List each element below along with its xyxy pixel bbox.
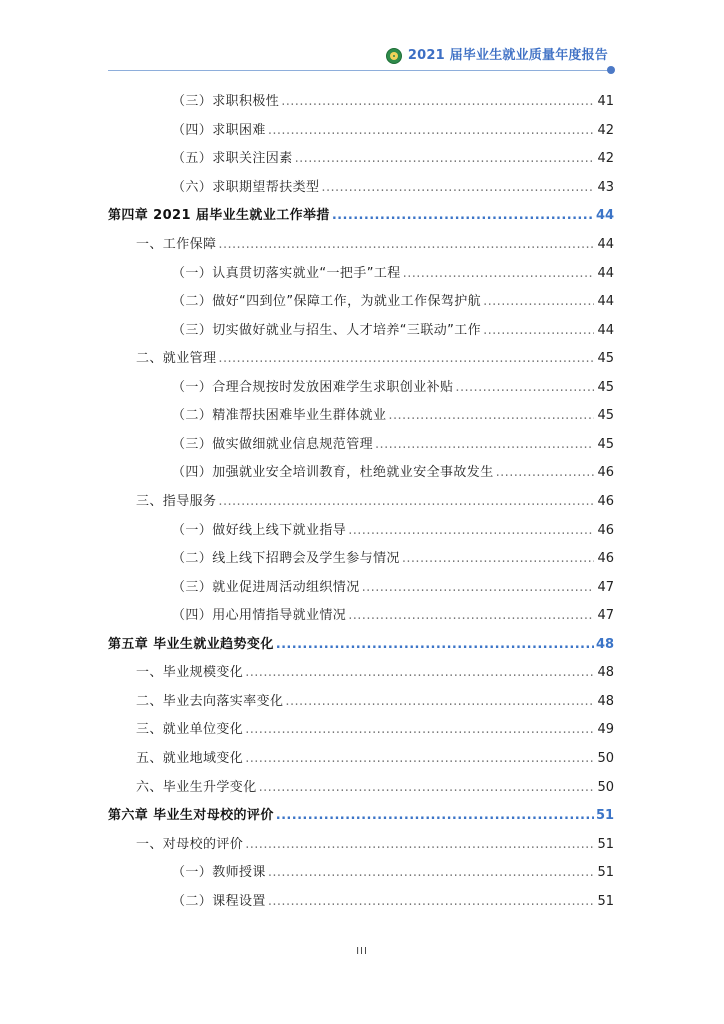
toc-entry-page: 42: [597, 151, 614, 166]
toc-leader-dots: [388, 406, 594, 426]
toc-leader-dots: [375, 435, 594, 455]
toc-entry-label: （二）做好“四到位”保障工作，为就业工作保驾护航: [172, 294, 482, 309]
toc-entry-page: 45: [597, 437, 614, 452]
toc-section[interactable]: [108, 720, 614, 740]
toc-entry-page: 44: [597, 294, 614, 309]
toc-section-label: 六、毕业生升学变化: [136, 780, 257, 795]
toc-entry-page: 51: [597, 865, 614, 880]
toc-entry[interactable]: [108, 149, 614, 169]
toc-entry-label: （三）做实做细就业信息规范管理: [172, 437, 374, 452]
toc-section[interactable]: [108, 835, 614, 855]
toc-section-label: 三、指导服务: [136, 494, 217, 509]
toc-chapter-4[interactable]: [108, 206, 614, 226]
toc-entry-page: 41: [597, 94, 614, 109]
toc-chapter-page: 51: [596, 808, 615, 823]
toc-entry-label: （一）合理合规按时发放困难学生求职创业补贴: [172, 380, 454, 395]
toc-entry[interactable]: [108, 378, 614, 398]
toc-entry-label: （一）认真贯切落实就业“一把手”工程: [172, 266, 401, 281]
toc-entry-label: （三）切实做好就业与招生、人才培养“三联动”工作: [172, 323, 482, 338]
toc-chapter-5[interactable]: [108, 635, 614, 655]
toc-entry-page: 47: [597, 580, 614, 595]
toc-chapter-label: 第五章 毕业生就业趋势变化: [108, 637, 274, 652]
toc-section-page: 44: [597, 237, 614, 252]
toc-leader-dots: [348, 606, 594, 626]
toc-section[interactable]: [108, 492, 614, 512]
toc-section-label: 二、就业管理: [136, 351, 217, 366]
toc-entry-label: （五）求职关注因素: [172, 151, 293, 166]
toc-section-label: 三、就业单位变化: [136, 722, 244, 737]
toc-entry-page: 44: [597, 323, 614, 338]
toc-chapter-page: 48: [596, 637, 615, 652]
toc-section[interactable]: [108, 663, 614, 683]
school-emblem-icon: [386, 48, 402, 64]
toc-section[interactable]: [108, 692, 614, 712]
toc-leader-dots: [321, 178, 594, 198]
toc-section-label: 一、对母校的评价: [136, 837, 244, 852]
toc-leader-dots: [245, 663, 594, 683]
toc-chapter-label: 第六章 毕业生对母校的评价: [108, 808, 274, 823]
toc-entry-label: （三）就业促进周活动组织情况: [172, 580, 360, 595]
header-divider: [108, 70, 614, 71]
toc-entry-label: （六）求职期望帮扶类型: [172, 180, 320, 195]
toc-chapter-page: 44: [596, 208, 615, 223]
toc-leader-dots: [276, 635, 594, 655]
toc-entry[interactable]: [108, 264, 614, 284]
toc-leader-dots: [332, 206, 594, 226]
toc-entry[interactable]: [108, 578, 614, 598]
toc-section[interactable]: [108, 778, 614, 798]
toc-leader-dots: [245, 720, 594, 740]
toc-section-label: 一、毕业规模变化: [136, 665, 244, 680]
toc-leader-dots: [245, 835, 594, 855]
toc-leader-dots: [402, 549, 594, 569]
toc-leader-dots: [455, 378, 594, 398]
toc-section-page: 46: [597, 494, 614, 509]
toc-entry-page: 44: [597, 266, 614, 281]
toc-entry-page: 42: [597, 123, 614, 138]
toc-section-page: 49: [597, 722, 614, 737]
toc-section-page: 45: [597, 351, 614, 366]
toc-leader-dots: [218, 349, 594, 369]
toc-section-label: 二、毕业去向落实率变化: [136, 694, 284, 709]
toc-entry-label: （二）线上线下招聘会及学生参与情况: [172, 551, 400, 566]
toc-entry-page: 45: [597, 408, 614, 423]
toc-entry[interactable]: [108, 406, 614, 426]
toc-entry-label: （四）求职困难: [172, 123, 266, 138]
toc-leader-dots: [276, 806, 594, 826]
toc-entry[interactable]: [108, 321, 614, 341]
toc-leader-dots: [496, 463, 594, 483]
toc-leader-dots: [285, 692, 594, 712]
toc-leader-dots: [268, 121, 594, 141]
toc-leader-dots: [245, 749, 594, 769]
toc-entry[interactable]: [108, 549, 614, 569]
toc-leader-dots: [483, 321, 594, 341]
toc-section-page: 50: [597, 780, 614, 795]
toc-leader-dots: [483, 292, 594, 312]
toc-leader-dots: [362, 578, 594, 598]
toc-leader-dots: [268, 892, 594, 912]
report-title: 2021 届毕业生就业质量年度报告: [407, 48, 608, 63]
toc-section-label: 五、就业地域变化: [136, 751, 244, 766]
toc-entry-page: 46: [597, 523, 614, 538]
page-number: III: [356, 946, 368, 957]
header-title-group: [386, 48, 608, 64]
toc-entry[interactable]: [108, 606, 614, 626]
toc-section-page: 50: [597, 751, 614, 766]
toc-section[interactable]: [108, 235, 614, 255]
toc-entry-page: 46: [597, 551, 614, 566]
toc-section-page: 48: [597, 665, 614, 680]
toc-leader-dots: [295, 149, 594, 169]
toc-entry[interactable]: [108, 178, 614, 198]
toc-leader-dots: [218, 235, 594, 255]
toc-section[interactable]: [108, 349, 614, 369]
toc-entry-label: （二）精准帮扶困难毕业生群体就业: [172, 408, 387, 423]
toc-entry[interactable]: [108, 292, 614, 312]
toc-section-page: 51: [597, 837, 614, 852]
toc-entry-page: 51: [597, 894, 614, 909]
toc-entry[interactable]: [108, 521, 614, 541]
toc-entry[interactable]: [108, 463, 614, 483]
toc-leader-dots: [218, 492, 594, 512]
toc-entry-label: （四）加强就业安全培训教育，杜绝就业安全事故发生: [172, 465, 494, 480]
toc-entry[interactable]: [108, 435, 614, 455]
toc-section[interactable]: [108, 749, 614, 769]
toc-entry-label: （四）用心用情指导就业情况: [172, 608, 347, 623]
toc-section-page: 48: [597, 694, 614, 709]
toc-entry-page: 46: [597, 465, 614, 480]
toc-entry[interactable]: [108, 863, 614, 883]
toc-leader-dots: [281, 92, 594, 112]
toc-entry-page: 47: [597, 608, 614, 623]
page-header: [108, 48, 614, 74]
toc-entry[interactable]: [108, 92, 614, 112]
header-divider-dot: [607, 66, 615, 74]
toc-entry[interactable]: [108, 121, 614, 141]
toc-entry-label: （二）课程设置: [172, 894, 266, 909]
toc-leader-dots: [259, 778, 594, 798]
toc-leader-dots: [403, 264, 594, 284]
toc-entry-label: （一）做好线上线下就业指导: [172, 523, 347, 538]
toc-entry-page: 45: [597, 380, 614, 395]
toc-entry-label: （三）求职积极性: [172, 94, 280, 109]
toc-entry[interactable]: [108, 892, 614, 912]
toc-entry-label: （一）教师授课: [172, 865, 266, 880]
toc-chapter-label: 第四章 2021 届毕业生就业工作举措: [108, 208, 330, 223]
toc-leader-dots: [268, 863, 594, 883]
toc-section-label: 一、工作保障: [136, 237, 217, 252]
toc-chapter-6[interactable]: [108, 806, 614, 826]
toc-entry-page: 43: [597, 180, 614, 195]
toc-leader-dots: [348, 521, 594, 541]
